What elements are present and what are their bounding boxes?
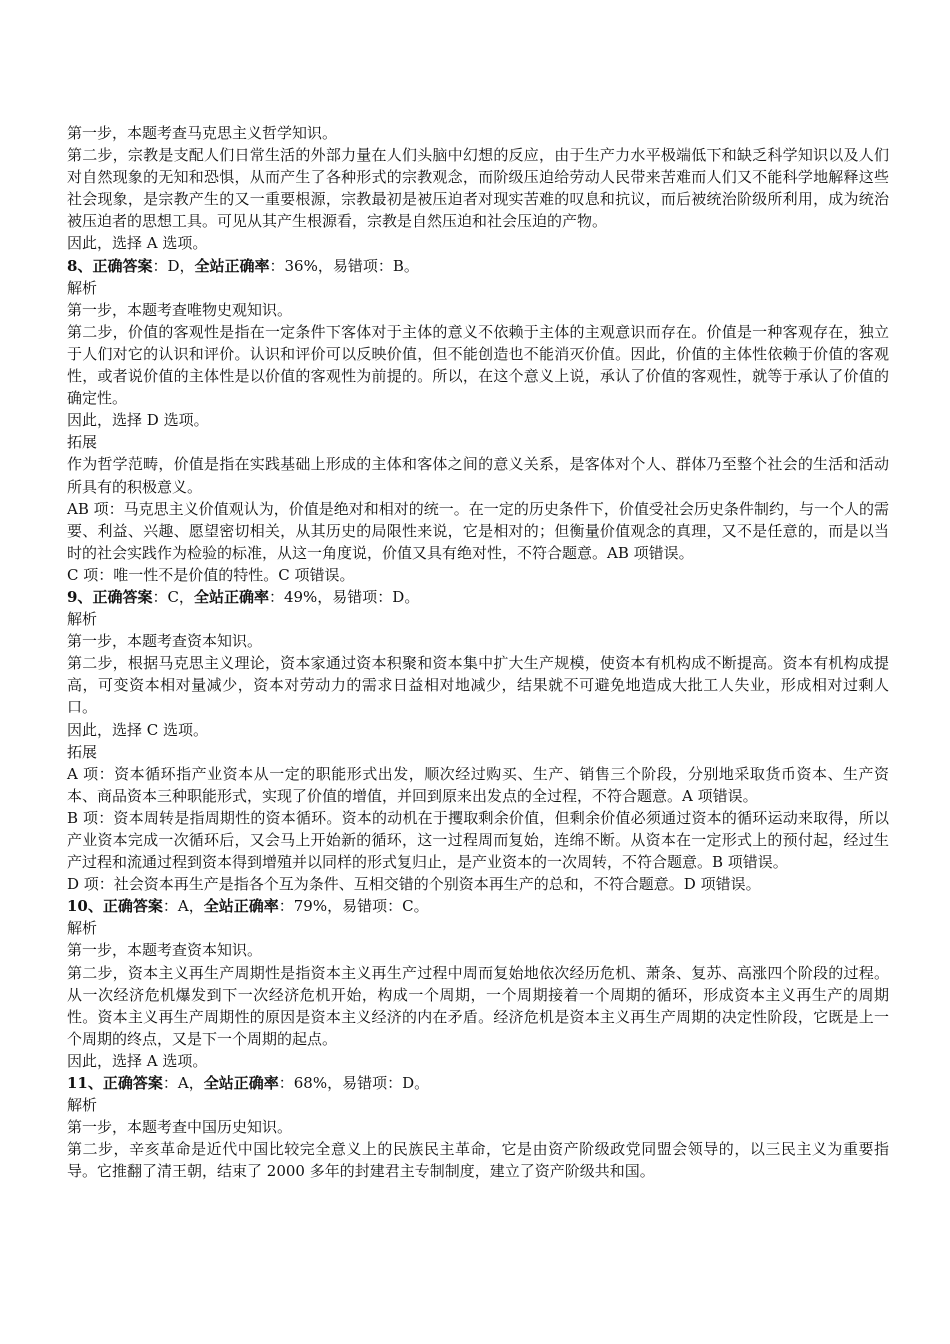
document-page	[67, 122, 889, 1183]
q8-answer: ：D，	[152, 256, 195, 275]
q8-extension-label: 拓展	[67, 433, 98, 452]
q8-ext2: AB 项：马克思主义价值观认为，价值是绝对和相对的统一。在一定的历史条件下，价值受社会历史条件制约，与一个人的需要、利益、兴趣、愿望密切相关，从其历史的局限性来说，它是相对的；但衡量价值观念的真理，又不是任意的，而是以当时的社会实践作为检验的标准，从这一角度说，价值又具有绝对性，不符合题意。AB 项错误。	[67, 499, 889, 562]
q8-step2: 第二步，价值的客观性是指在一定条件下客体对于主体的意义不依赖于主体的主观意识而存在。价值是一种客观存在，独立于人们对它的认识和评价。认识和评价可以反映价值，但不能创造也不能消灭价值。因此，价值的主体性依赖于价值的客观性，或者说价值的主体性是以价值的客观性为前提的。所以，在这个意义上说，承认了价值的客观性，就等于承认了价值的确定性。	[67, 322, 889, 408]
q8-rate-label: 全站正确率	[194, 256, 270, 275]
q10-number: 10、	[67, 897, 103, 916]
q9-extension-label: 拓展	[67, 742, 98, 761]
q9-ext3: D 项：社会资本再生产是指各个互为条件、互相交错的个别资本再生产的总和，不符合题意。D 项错误。	[67, 875, 761, 894]
q9-analysis-label: 解析	[67, 610, 98, 629]
q9-step2: 第二步，根据马克思主义理论，资本家通过资本积聚和资本集中扩大生产规模，使资本有机构成不断提高。资本有机构成提高，可变资本相对量减少，资本对劳动力的需求日益相对地减少，结果就不可避免地造成大批工人失业，形成相对过剩人口。	[67, 654, 889, 717]
q9-rate-label: 全站正确率	[193, 587, 269, 606]
q8-number: 8、	[67, 256, 93, 275]
q11-rate-label: 全站正确率	[203, 1074, 279, 1093]
q10-conclusion: 因此，选择 A 选项。	[67, 1051, 208, 1070]
q9-answer-label: 正确答案	[92, 587, 153, 606]
q11-answer-heading	[67, 1072, 889, 1094]
q9-answer: ：C，	[152, 587, 194, 606]
q7-step1: 第一步，本题考查马克思主义哲学知识。	[67, 124, 338, 142]
q11-number: 11、	[67, 1074, 103, 1093]
q8-ext1: 作为哲学范畴，价值是指在实践基础上形成的主体和客体之间的意义关系，是客体对个人、群体乃至整个社会的生活和活动所具有的积极意义。	[67, 455, 889, 496]
q11-answer-label: 正确答案	[102, 1074, 163, 1093]
q9-rate: ：49%，易错项：D。	[268, 587, 420, 606]
q8-ext3: C 项：唯一性不是价值的特性。C 项错误。	[67, 565, 355, 584]
q8-analysis-label: 解析	[67, 278, 98, 297]
q11-answer: ：A，	[162, 1074, 204, 1093]
q9-answer-heading	[67, 586, 889, 608]
q10-answer: ：A，	[162, 897, 204, 916]
q8-answer-heading	[67, 255, 889, 277]
q10-rate-label: 全站正确率	[203, 897, 279, 916]
q11-analysis-label: 解析	[67, 1096, 98, 1115]
q9-ext1: A 项：资本循环指产业资本从一定的职能形式出发，顺次经过购买、生产、销售三个阶段，分别地采取货币资本、生产资本、商品资本三种职能形式，实现了价值的增值，并回到原来出发点的全过程，不符合题意。A 项错误。	[67, 764, 889, 805]
q9-ext2: B 项：资本周转是指周期性的资本循环。资本的动机在于攫取剩余价值，但剩余价值必须通过资本的循环运动来取得，所以产业资本完成一次循环后，又会马上开始新的循环，这一过程周而复始，连绵不断。从资本在一定形式上的预付起，经过生产过程和流通过程到资本得到增殖并以同样的形式复归止，是产业资本的一次周转，不符合题意。B 项错误。	[67, 808, 889, 872]
q8-step1: 第一步，本题考查唯物史观知识。	[67, 300, 293, 319]
q8-conclusion: 因此，选择 D 选项。	[67, 411, 209, 430]
q9-number: 9、	[67, 587, 93, 606]
q11-step2: 第二步，辛亥革命是近代中国比较完全意义上的民族民主革命，它是由资产阶级政党同盟会领导的，以三民主义为重要指导。它推翻了清王朝，结束了 2000 多年的封建君主专制制度，建立了资产阶级共和国。	[67, 1140, 889, 1181]
q10-answer-heading	[67, 895, 889, 917]
q10-answer-label: 正确答案	[102, 897, 163, 916]
q9-conclusion: 因此，选择 C 选项。	[67, 720, 209, 739]
q10-analysis-label: 解析	[67, 919, 98, 938]
q10-step2: 第二步，资本主义再生产周期性是指资本主义再生产过程中周而复始地依次经历危机、萧条、复苏、高涨四个阶段的过程。从一次经济危机爆发到下一次经济危机开始，构成一个周期，一个周期接着一个周期的循环，形成资本主义再生产的周期性。资本主义再生产周期性的原因是资本主义经济的内在矛盾。经济危机是资本主义再生产周期的决定性阶段，它既是上一个周期的终点，又是下一个周期的起点。	[67, 963, 889, 1048]
q10-step1: 第一步，本题考查资本知识。	[67, 941, 263, 960]
q11-step1: 第一步，本题考查中国历史知识。	[67, 1118, 293, 1137]
q7-conclusion: 因此，选择 A 选项。	[67, 234, 208, 253]
q7-step2: 第二步，宗教是支配人们日常生活的外部力量在人们头脑中幻想的反应，由于生产力水平极端低下和缺乏科学知识以及人们对自然现象的无知和恐惧，从而产生了各种形式的宗教观念，而阶级压迫给劳动人民带来苦难而人们又不能科学地解释这些社会现象，是宗教产生的又一重要根源，宗教最初是被压迫者对现实苦难的叹息和抗议，而后被统治阶级所利用，成为统治被压迫者的思想工具。可见从其产生根源看，宗教是自然压迫和社会压迫的产物。	[67, 146, 889, 231]
q9-step1: 第一步，本题考查资本知识。	[67, 632, 263, 651]
q10-rate: ：79%，易错项：C。	[278, 897, 429, 916]
q11-rate: ：68%，易错项：D。	[278, 1074, 430, 1093]
q8-answer-label: 正确答案	[92, 256, 153, 275]
q8-rate: ：36%，易错项：B。	[269, 256, 419, 275]
